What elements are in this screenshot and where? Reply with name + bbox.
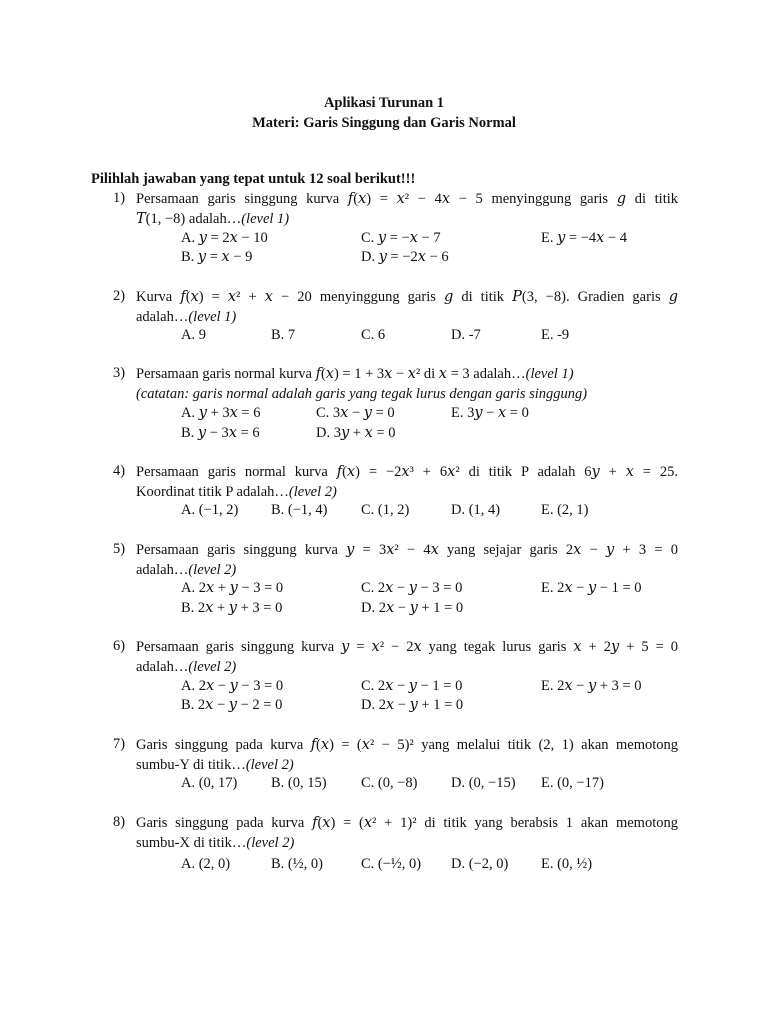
question-text: Kurva 𝑓(𝑥) = 𝑥² + 𝑥 − 20 menyinggung garis 𝑔 di titik 𝑃(3, −8). Gradien garis 𝑔	[136, 289, 678, 305]
question-number: 4)	[113, 463, 126, 479]
option-c: C. 6	[361, 327, 386, 343]
level-label: (level 1)	[525, 366, 574, 382]
question-text: Garis singgung pada kurva 𝑓(𝑥) = (𝑥² + 1)² di titik yang berabsis 1 akan memotong	[136, 815, 678, 831]
question-number: 6)	[113, 638, 126, 654]
option-b: B. (½, 0)	[271, 856, 323, 872]
instruction-text: Pilihlah jawaban yang tepat untuk 12 soal berikut!!!	[91, 171, 416, 187]
document-subtitle: Materi: Garis Singgung dan Garis Normal	[252, 115, 516, 131]
option-b: B. 2𝑥 + 𝑦 + 3 = 0	[181, 600, 283, 616]
question-text: Persamaan garis normal kurva 𝑓(𝑥) = 1 + 3𝑥 − 𝑥² di 𝑥 = 3 adalah…	[136, 366, 526, 382]
question-text: Persamaan garis singgung kurva 𝑦 = 3𝑥² − 4𝑥 yang sejajar garis 2𝑥 − 𝑦 + 3 = 0	[136, 542, 678, 558]
option-a: A. 𝑦 + 3𝑥 = 6	[181, 405, 261, 421]
option-b: B. (−1, 4)	[271, 502, 328, 518]
question-note: (catatan: garis normal adalah garis yang tegak lurus dengan garis singgung)	[136, 385, 588, 402]
option-b: B. 2𝑥 − 𝑦 − 2 = 0	[181, 697, 283, 713]
level-label: (level 2)	[288, 483, 337, 500]
question-number: 8)	[113, 814, 126, 830]
option-a: A. 𝑦 = 2𝑥 − 10	[181, 230, 268, 246]
option-c: C. (−½, 0)	[361, 856, 422, 872]
option-c: C. (1, 2)	[361, 502, 410, 518]
question-text: Persamaan garis normal kurva 𝑓(𝑥) = −2𝑥³ + 6𝑥² di titik P adalah 6𝑦 + 𝑥 = 25.	[136, 464, 678, 480]
option-c: C. 2𝑥 − 𝑦 − 1 = 0	[361, 678, 463, 694]
option-e: E. 2𝑥 − 𝑦 + 3 = 0	[541, 678, 642, 694]
option-e: E. (0, ½)	[541, 856, 593, 872]
option-d: D. 3𝑦 + 𝑥 = 0	[316, 425, 396, 441]
question-number: 1)	[113, 190, 126, 206]
option-d: D. -7	[451, 327, 481, 343]
level-label: (level 2)	[188, 658, 237, 675]
question-text-cont: sumbu-X di titik…	[136, 834, 247, 851]
option-a: A. 2𝑥 + 𝑦 − 3 = 0	[181, 580, 284, 596]
option-c: C. 𝑦 = −𝑥 − 7	[361, 230, 441, 246]
level-label: (level 2)	[246, 834, 295, 851]
option-d: D. 2𝑥 − 𝑦 + 1 = 0	[361, 600, 464, 616]
option-e: E. 𝑦 = −4𝑥 − 4	[541, 230, 628, 246]
question-number: 2)	[113, 288, 126, 304]
question-text-cont: sumbu-Y di titik…	[136, 756, 246, 773]
question-text: Persamaan garis singgung kurva 𝑦 = 𝑥² − 2𝑥 yang tegak lurus garis 𝑥 + 2𝑦 + 5 = 0	[136, 639, 678, 655]
option-d: D. 2𝑥 − 𝑦 + 1 = 0	[361, 697, 464, 713]
question-number: 5)	[113, 541, 126, 557]
option-b: B. (0, 15)	[271, 775, 327, 791]
option-c: C. 2𝑥 − 𝑦 − 3 = 0	[361, 580, 463, 596]
question-text: Persamaan garis singgung kurva 𝑓(𝑥) = 𝑥² − 4𝑥 − 5 menyinggung garis 𝑔 di titik	[136, 191, 678, 207]
option-a: A. (0, 17)	[181, 775, 238, 791]
option-d: D. (0, −15)	[451, 775, 516, 791]
level-label: (level 2)	[245, 756, 294, 773]
option-a: A. (2, 0)	[181, 856, 231, 872]
option-e: E. 3𝑦 − 𝑥 = 0	[451, 405, 529, 421]
question-text-cont: adalah…	[136, 561, 189, 578]
option-c: C. (0, −8)	[361, 775, 418, 791]
question-text-cont: adalah…	[136, 308, 189, 325]
option-c: C. 3𝑥 − 𝑦 = 0	[316, 405, 395, 421]
option-b: B. 𝑦 = 𝑥 − 9	[181, 249, 253, 265]
document-title: Aplikasi Turunan 1	[323, 95, 445, 111]
option-d: D. (1, 4)	[451, 502, 501, 518]
question-text-cont: 𝑇(1, −8) adalah…	[136, 210, 242, 227]
question-number: 3)	[113, 365, 126, 381]
question-text: Garis singgung pada kurva 𝑓(𝑥) = (𝑥² − 5)² yang melalui titik (2, 1) akan memotong	[136, 737, 678, 753]
option-e: E. 2𝑥 − 𝑦 − 1 = 0	[541, 580, 642, 596]
question-text-cont: Koordinat titik P adalah…	[136, 483, 289, 500]
option-e: E. (0, −17)	[541, 775, 604, 791]
option-a: A. (−1, 2)	[181, 502, 239, 518]
option-a: A. 9	[181, 327, 206, 343]
level-label: (level 2)	[188, 561, 237, 578]
level-label: (level 1)	[188, 308, 237, 325]
option-a: A. 2𝑥 − 𝑦 − 3 = 0	[181, 678, 284, 694]
option-e: E. (2, 1)	[541, 502, 589, 518]
question-number: 7)	[113, 736, 126, 752]
option-b: B. 𝑦 − 3𝑥 = 6	[181, 425, 260, 441]
option-d: D. 𝑦 = −2𝑥 − 6	[361, 249, 449, 265]
level-label: (level 1)	[241, 210, 290, 227]
option-b: B. 7	[271, 327, 296, 343]
option-d: D. (−2, 0)	[451, 856, 509, 872]
option-e: E. -9	[541, 327, 570, 343]
question-text-cont: adalah…	[136, 658, 189, 675]
